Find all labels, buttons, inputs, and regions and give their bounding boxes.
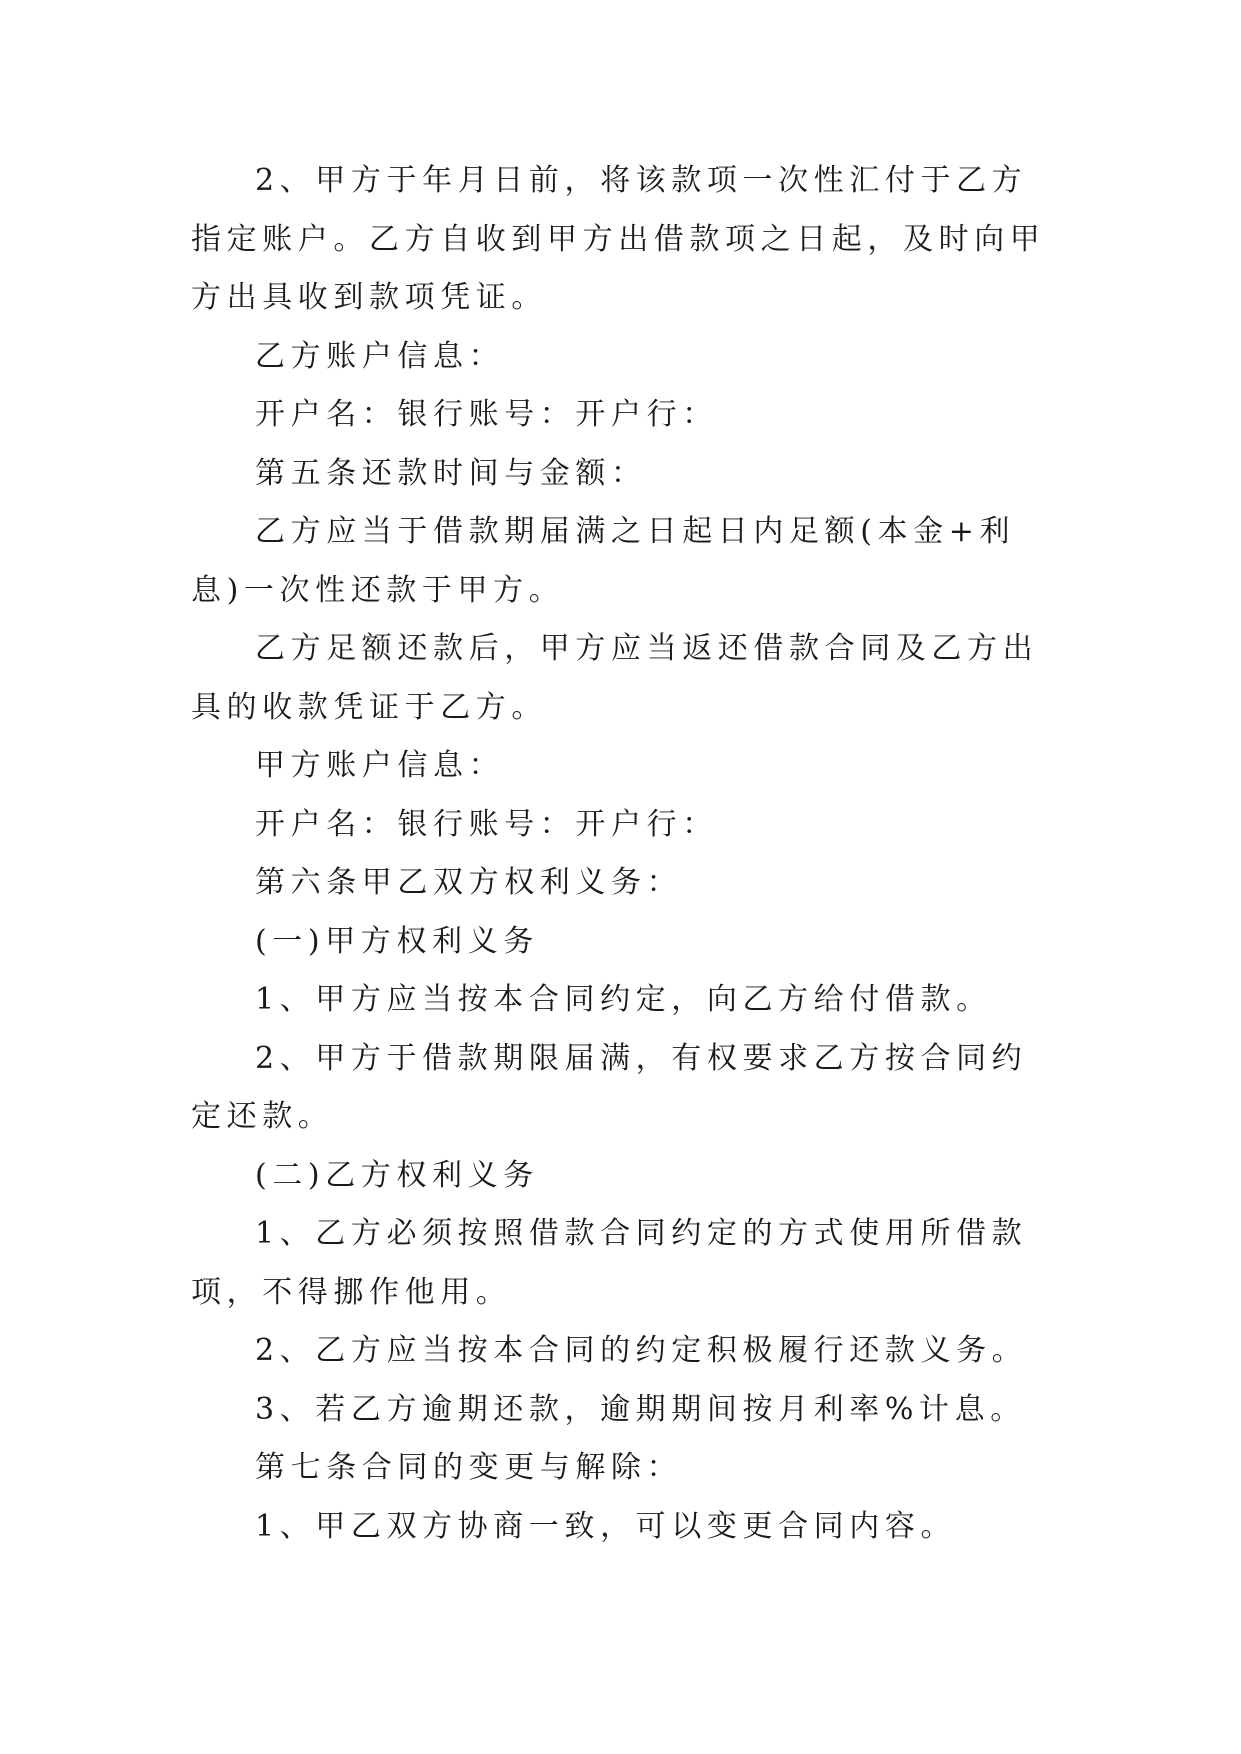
paragraph-party-a-right-1: 1、甲方应当按本合同约定，向乙方给付借款。 [255, 982, 992, 1017]
paragraph-amendment-1: 1、甲乙双方协商一致，可以变更合同内容。 [255, 1508, 957, 1544]
paragraph-party-b-duty-3: 3、若乙方逾期还款，逾期期间按月利率%计息。 [255, 1391, 1026, 1427]
paragraph-repayment-term: 乙方应当于借款期届满之日起日内足额(本金+利息)一次性还款于甲方。 [191, 514, 1016, 608]
paragraph-party-b-duty-1: 1、乙方必须按照借款合同约定的方式使用所借款项，不得挪作他用。 [191, 1216, 1028, 1310]
paragraph-party-a-account-heading: 甲方账户信息： [255, 748, 505, 783]
paragraph-article-5-title: 第五条还款时间与金额： [255, 455, 647, 491]
paragraph-party-a-account-fields: 开户名：银行账号：开户行： [255, 806, 718, 842]
paragraph-party-a-rights-heading: (一)甲方权利义务 [255, 923, 539, 959]
paragraph-article-6-title: 第六条甲乙双方权利义务： [255, 865, 683, 900]
paragraph-payment-transfer: 2、甲方于年月日前，将该款项一次性汇付于乙方指定账户。乙方自收到甲方出借款项之日起，及时向甲方出具收到款项凭证。 [191, 163, 1046, 315]
paragraph-party-b-account-fields: 开户名：银行账号：开户行： [255, 397, 718, 432]
paragraph-party-b-account-heading: 乙方账户信息： [255, 338, 505, 374]
paragraph-article-7-title: 第七条合同的变更与解除： [255, 1450, 683, 1485]
paragraph-party-b-rights-heading: (二)乙方权利义务 [255, 1157, 539, 1193]
paragraph-party-a-right-2: 2、甲方于借款期限届满，有权要求乙方按合同约定还款。 [191, 1040, 1028, 1134]
paragraph-return-contract: 乙方足额还款后，甲方应当返还借款合同及乙方出具的收款凭证于乙方。 [191, 631, 1039, 725]
document-body [191, 152, 1051, 1556]
paragraph-party-b-duty-2: 2、乙方应当按本合同的约定积极履行还款义务。 [255, 1333, 1028, 1368]
